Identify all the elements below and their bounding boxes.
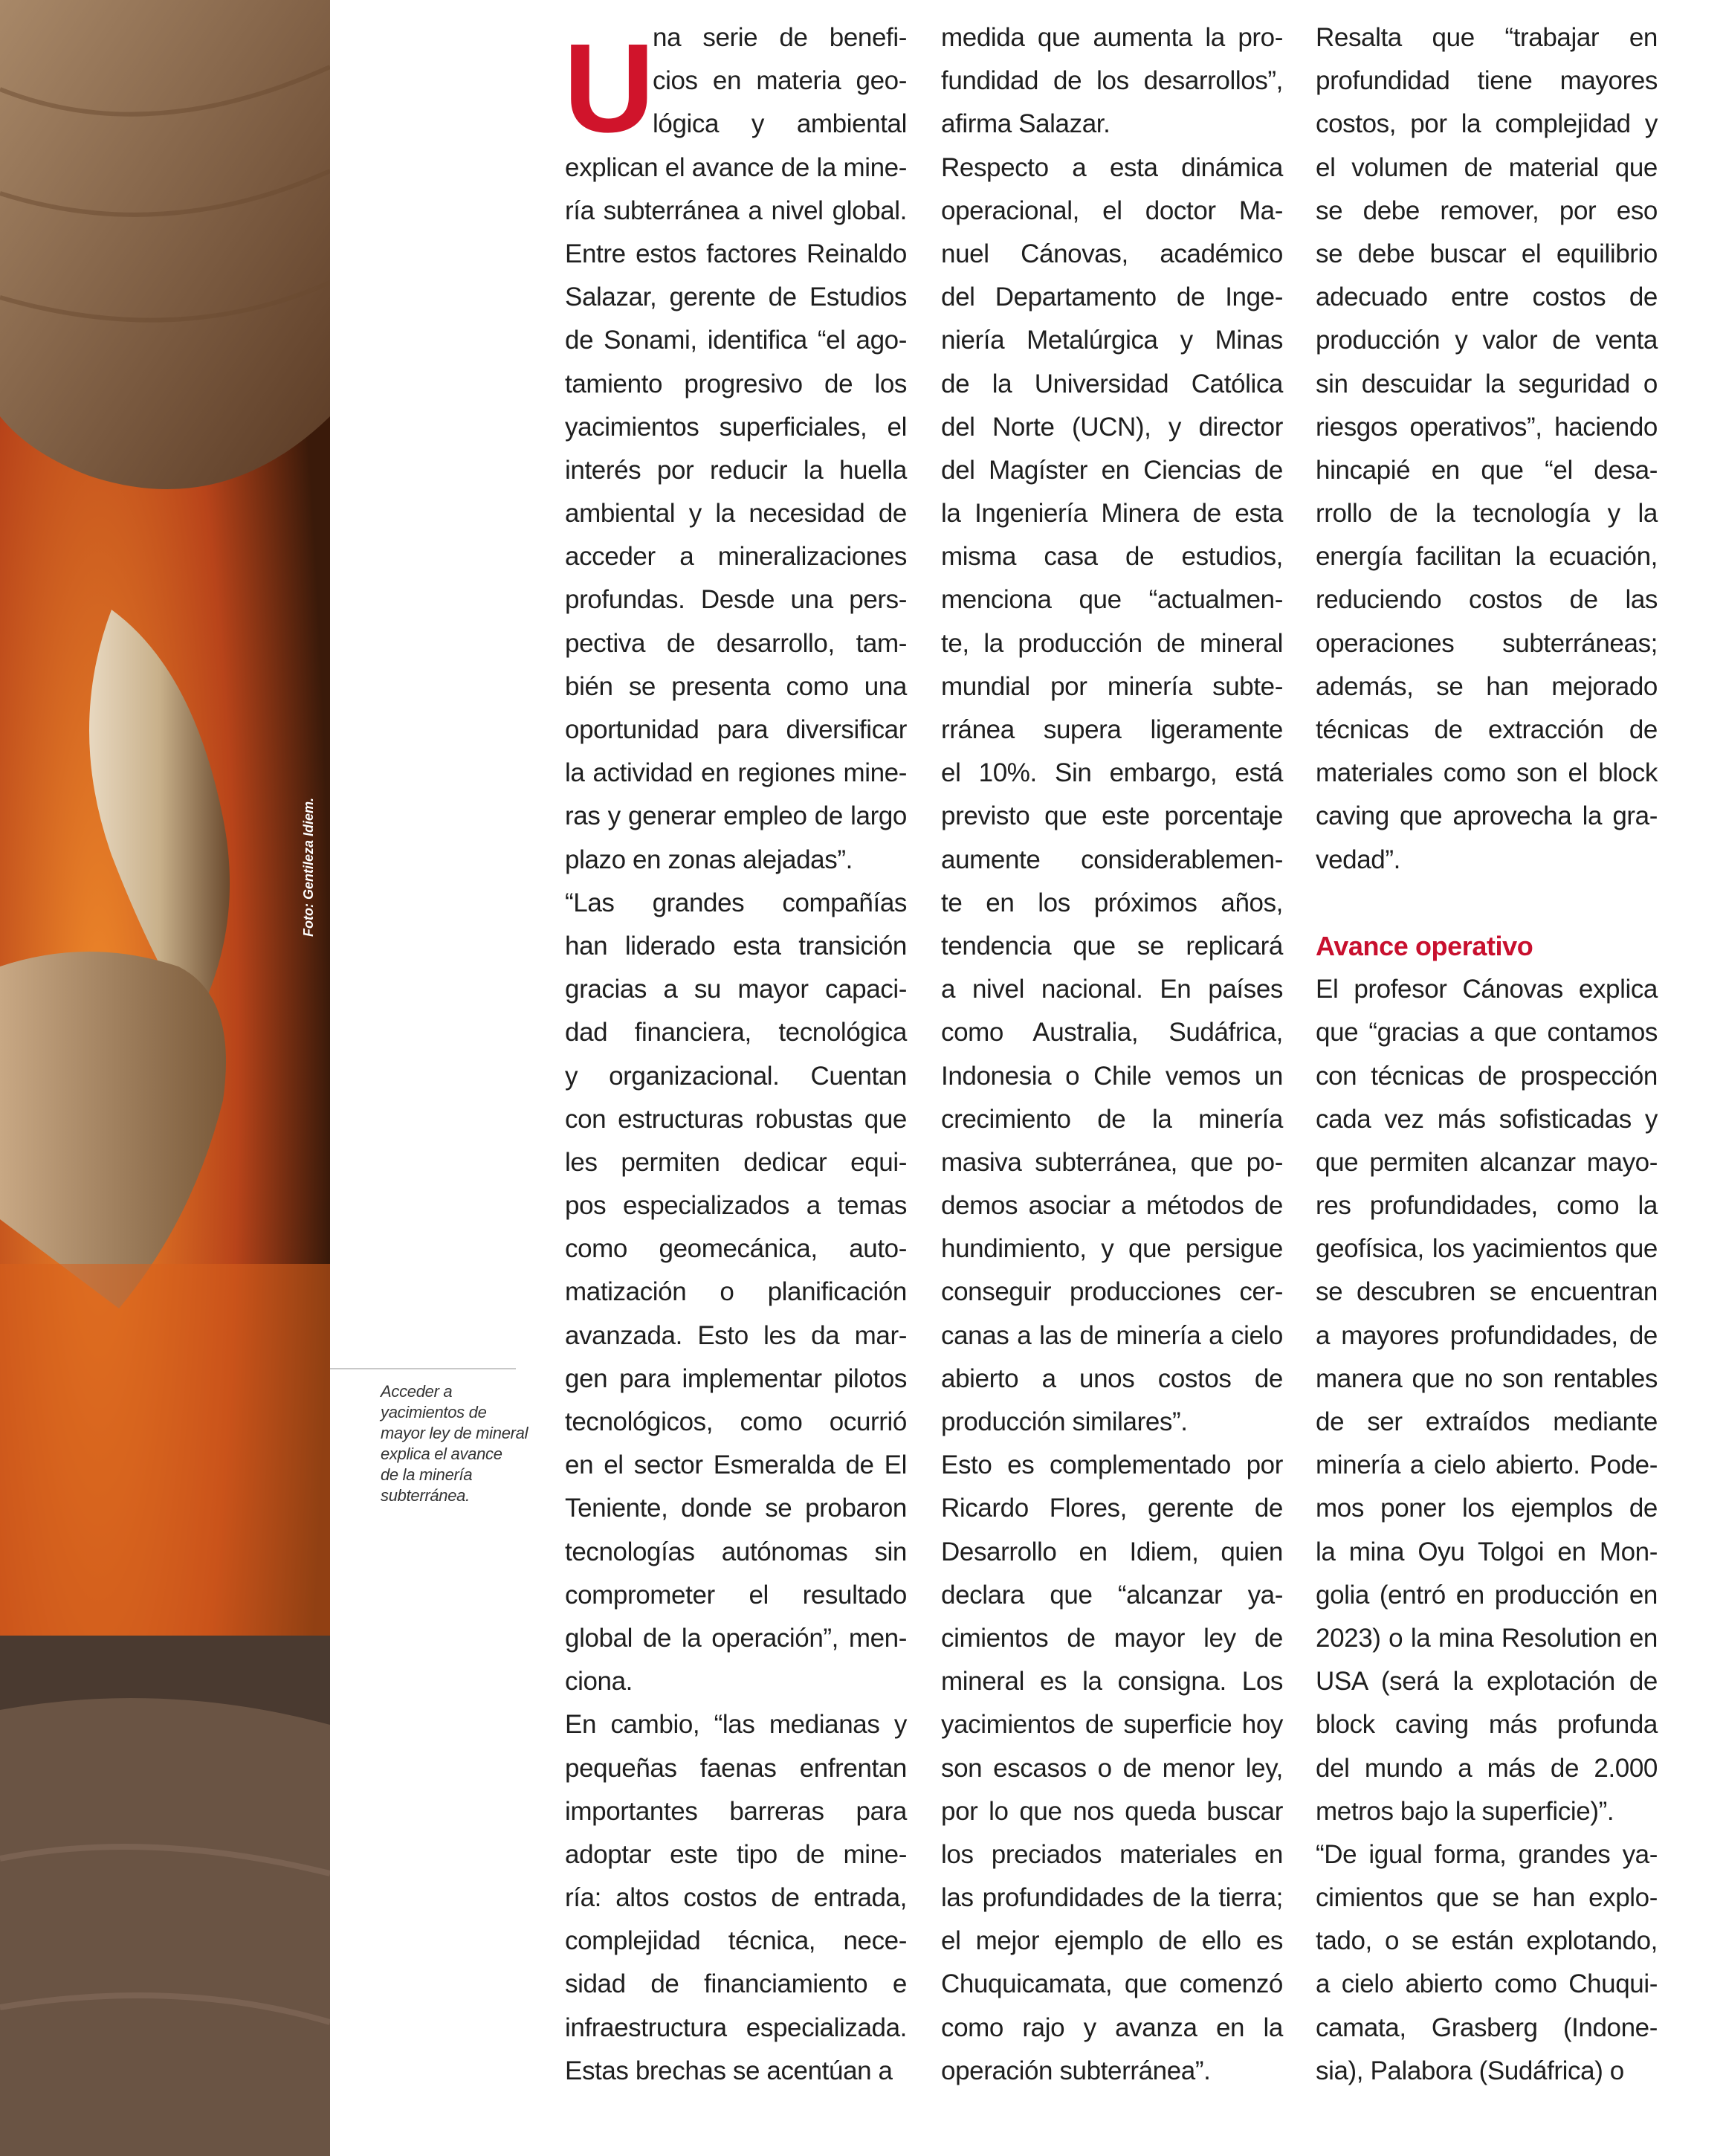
article-line: caving que aprovecha la gra- [1316, 801, 1658, 831]
article-line: “De igual forma, grandes ya- [1316, 1839, 1658, 1869]
article-line: el 10%. Sin embargo, está [941, 758, 1283, 788]
article-line: como rajo y avanza en la [941, 2013, 1283, 2042]
article-line: manera que no son rentables [1316, 1363, 1658, 1393]
article-line: crecimiento de la minería [941, 1104, 1283, 1134]
article-line: gen para implementar pilotos [565, 1363, 907, 1393]
article-line: del Norte (UCN), y director [941, 412, 1283, 442]
article-line: geofísica, los yacimientos que [1316, 1234, 1658, 1264]
article-line: con estructuras robustas que [565, 1104, 907, 1134]
article-line: Ricardo Flores, gerente de [941, 1494, 1283, 1523]
article-line: acceder a mineralizaciones [565, 542, 907, 572]
article-line: que “gracias a que contamos [1316, 1018, 1658, 1048]
article-line: na serie de benefi- [653, 23, 907, 52]
article-line: producción y valor de venta [1316, 326, 1658, 355]
article-line: yacimientos superficiales, el [565, 412, 907, 442]
article-line: tado, o se están explotando, [1316, 1926, 1658, 1956]
article-line: con técnicas de prospección [1316, 1061, 1658, 1091]
mine-photo-art [0, 0, 330, 2156]
article-line: bién se presenta como una [565, 671, 907, 701]
article-line: han liderado esta transición [565, 931, 907, 961]
caption-divider [330, 1368, 516, 1369]
article-line: previsto que este porcentaje [941, 801, 1283, 831]
article-line: complejidad técnica, nece- [565, 1926, 907, 1956]
caption-line: yacimientos de [381, 1403, 487, 1421]
article-line: cimientos de mayor ley de [941, 1623, 1283, 1653]
article-line: 2023) o la mina Resolution en [1316, 1623, 1658, 1653]
article-line: adecuado entre costos de [1316, 283, 1658, 312]
article-line: masiva subterránea, que po- [941, 1147, 1283, 1177]
article-line: aumente considerablemen- [941, 845, 1283, 874]
article-line: sidad de financiamiento e [565, 1969, 907, 1999]
article-line: del mundo a más de 2.000 [1316, 1753, 1658, 1783]
article-line: operaciones subterráneas; [1316, 628, 1658, 658]
article-line: a cielo abierto como Chuqui- [1316, 1969, 1658, 1999]
article-line: comprometer el resultado [565, 1580, 907, 1610]
article-line: reduciendo costos de las [1316, 585, 1658, 615]
article-line: Respecto a esta dinámica [941, 152, 1283, 182]
article-line: niería Metalúrgica y Minas [941, 326, 1283, 355]
article-line: nuel Cánovas, académico [941, 239, 1283, 268]
article-line: metros bajo la superficie)”. [1316, 1796, 1614, 1826]
article-line: Chuquicamata, que comenzó [941, 1969, 1283, 1999]
article-line: ría: altos costos de entrada, [565, 1883, 907, 1913]
article-line: matización o planificación [565, 1277, 907, 1307]
article-line: tecnologías autónomas sin [565, 1537, 907, 1566]
article-line: profundas. Desde una pers- [565, 585, 907, 615]
article-line: medida que aumenta la pro- [941, 23, 1283, 52]
article-line: sin descuidar la seguridad o [1316, 369, 1658, 398]
article-line: las profundidades de la tierra; [941, 1883, 1283, 1913]
caption-line: Acceder a [381, 1382, 453, 1401]
article-line: operación subterránea”. [941, 2056, 1211, 2085]
article-column-3 [1316, 16, 1658, 2093]
article-line: golia (entró en producción en [1316, 1580, 1658, 1610]
article-line: de la Universidad Católica [941, 369, 1283, 398]
article-line: a nivel nacional. En países [941, 975, 1283, 1004]
article-line: riesgos operativos”, haciendo [1316, 412, 1658, 442]
article-line: la Ingeniería Minera de esta [941, 499, 1283, 529]
article-line: de ser extraídos mediante [1316, 1407, 1658, 1436]
article-line: del Magíster en Ciencias de [941, 455, 1283, 485]
article-line: “Las grandes compañías [565, 888, 907, 917]
article-line: a mayores profundidades, de [1316, 1320, 1658, 1350]
article-line: avanzada. Esto les da mar- [565, 1320, 907, 1350]
article-line: Teniente, donde se probaron [565, 1494, 907, 1523]
article-line: En cambio, “las medianas y [565, 1710, 907, 1740]
article-line: materiales como son el block [1316, 758, 1658, 788]
article-line: tamiento progresivo de los [565, 369, 907, 398]
article-line: y organizacional. Cuentan [565, 1061, 907, 1091]
article-line: Resalta que “trabajar en [1316, 23, 1658, 52]
article-line: gracias a su mayor capaci- [565, 975, 907, 1004]
article-line: profundidad tiene mayores [1316, 66, 1658, 96]
article-line: se debe remover, por eso [1316, 196, 1658, 225]
article-line: explican el avance de la mine- [565, 152, 907, 182]
article-line: mos poner los ejemplos de [1316, 1494, 1658, 1523]
caption-line: explica el avance [381, 1445, 502, 1463]
article-line: importantes barreras para [565, 1796, 907, 1826]
article-line: Esto es complementado por [941, 1450, 1283, 1480]
article-line: te en los próximos años, [941, 888, 1283, 917]
article-line: Entre estos factores Reinaldo [565, 239, 907, 268]
article-line: pos especializados a temas [565, 1191, 907, 1221]
article-line: camata, Grasberg (Indone- [1316, 2013, 1658, 2042]
article-line: global de la operación”, men- [565, 1623, 907, 1653]
article-line: ría subterránea a nivel global. [565, 196, 907, 225]
article-line: res profundidades, como la [1316, 1191, 1658, 1221]
article-line: les permiten dedicar equi- [565, 1147, 907, 1177]
article-line: yacimientos de superficie hoy [941, 1710, 1283, 1740]
article-line: cimientos que se han explo- [1316, 1883, 1658, 1913]
article-line: el mejor ejemplo de ello es [941, 1926, 1283, 1956]
article-column-1 [565, 16, 907, 2093]
article-line: hincapié en que “el desa- [1316, 455, 1658, 485]
article-line: como Australia, Sudáfrica, [941, 1018, 1283, 1048]
article-line: lógica y ambiental [653, 109, 907, 139]
article-line: ciona. [565, 1667, 633, 1697]
article-line: operacional, el doctor Ma- [941, 196, 1283, 225]
article-line: cios en materia geo- [653, 66, 907, 96]
article-line: plazo en zonas alejadas”. [565, 845, 853, 874]
article-line: técnicas de extracción de [1316, 715, 1658, 744]
article-line: pequeñas faenas enfrentan [565, 1753, 907, 1783]
article-line: los preciados materiales en [941, 1839, 1283, 1869]
article-line: el volumen de material que [1316, 152, 1658, 182]
article-line: block caving más profunda [1316, 1710, 1658, 1740]
article-line: costos, por la complejidad y [1316, 109, 1658, 139]
article-line: se debe buscar el equilibrio [1316, 239, 1658, 268]
article-line: declara que “alcanzar ya- [941, 1580, 1283, 1610]
article-line: la mina Oyu Tolgoi en Mon- [1316, 1537, 1658, 1566]
article-line: oportunidad para diversificar [565, 715, 907, 744]
caption-line: subterránea. [381, 1486, 470, 1505]
article-line: afirma Salazar. [941, 109, 1111, 139]
article-line: misma casa de estudios, [941, 542, 1283, 572]
article-line: menciona que “actualmen- [941, 585, 1283, 615]
section-gap [1316, 882, 1658, 925]
article-line: la actividad en regiones mine- [565, 758, 907, 788]
article-line: interés por reducir la huella [565, 455, 907, 485]
article-line: son escasos o de menor ley, [941, 1753, 1283, 1783]
article-line: sia), Palabora (Sudáfrica) o [1316, 2056, 1624, 2085]
article-line: se descubren se encuentran [1316, 1277, 1658, 1307]
section-subheading: Avance operativo [1316, 930, 1533, 961]
article-line: del Departamento de Inge- [941, 283, 1283, 312]
drop-cap-letter: U [563, 18, 652, 159]
article-line: fundidad de los desarrollos”, [941, 66, 1283, 96]
photo-credit: Foto: Gentileza Idiem. [301, 797, 316, 937]
article-line: infraestructura especializada. [565, 2013, 907, 2042]
photo-caption [381, 1381, 537, 1506]
mine-photo [0, 0, 330, 2156]
article-line: mundial por minería subte- [941, 671, 1283, 701]
article-line: demos asociar a métodos de [941, 1191, 1283, 1221]
article-line: ras y generar empleo de largo [565, 801, 907, 831]
article-line: vedad”. [1316, 845, 1400, 874]
article-line: en el sector Esmeralda de El [565, 1450, 907, 1480]
article-line: rránea supera ligeramente [941, 715, 1283, 744]
article-line: energía facilitan la ecuación, [1316, 542, 1658, 572]
caption-line: mayor ley de mineral [381, 1424, 528, 1442]
article-line: adoptar este tipo de mine- [565, 1839, 907, 1869]
article-line: tendencia que se replicará [941, 931, 1283, 961]
caption-line: de la minería [381, 1465, 473, 1484]
article-line: ambiental y la necesidad de [565, 499, 907, 529]
article-line: minería a cielo abierto. Pode- [1316, 1450, 1658, 1480]
article-line: El profesor Cánovas explica [1316, 975, 1658, 1004]
article-line: USA (será la explotación de [1316, 1667, 1658, 1697]
article-line: tecnológicos, como ocurrió [565, 1407, 907, 1436]
article-line: mineral es la consigna. Los [941, 1667, 1283, 1697]
article-column-2 [941, 16, 1283, 2093]
article-line: Indonesia o Chile vemos un [941, 1061, 1283, 1091]
article-line: como geomecánica, auto- [565, 1234, 907, 1264]
article-line: por lo que nos queda buscar [941, 1796, 1283, 1826]
article-line: hundimiento, y que persigue [941, 1234, 1283, 1264]
article-line: Estas brechas se acentúan a [565, 2056, 893, 2085]
article-line: Salazar, gerente de Estudios [565, 283, 907, 312]
article-line: dad financiera, tecnológica [565, 1018, 907, 1048]
article-line: cada vez más sofisticadas y [1316, 1104, 1658, 1134]
article-line: te, la producción de mineral [941, 628, 1283, 658]
article-line: abierto a unos costos de [941, 1363, 1283, 1393]
article-line: rrollo de la tecnología y la [1316, 499, 1658, 529]
article-line: de Sonami, identifica “el ago- [565, 326, 907, 355]
article-line: que permiten alcanzar mayo- [1316, 1147, 1658, 1177]
article-line: producción similares”. [941, 1407, 1188, 1436]
article-line: canas a las de minería a cielo [941, 1320, 1283, 1350]
article-line: además, se han mejorado [1316, 671, 1658, 701]
article-line: Desarrollo en Idiem, quien [941, 1537, 1283, 1566]
article-line: conseguir producciones cer- [941, 1277, 1283, 1307]
article-line: pectiva de desarrollo, tam- [565, 628, 907, 658]
